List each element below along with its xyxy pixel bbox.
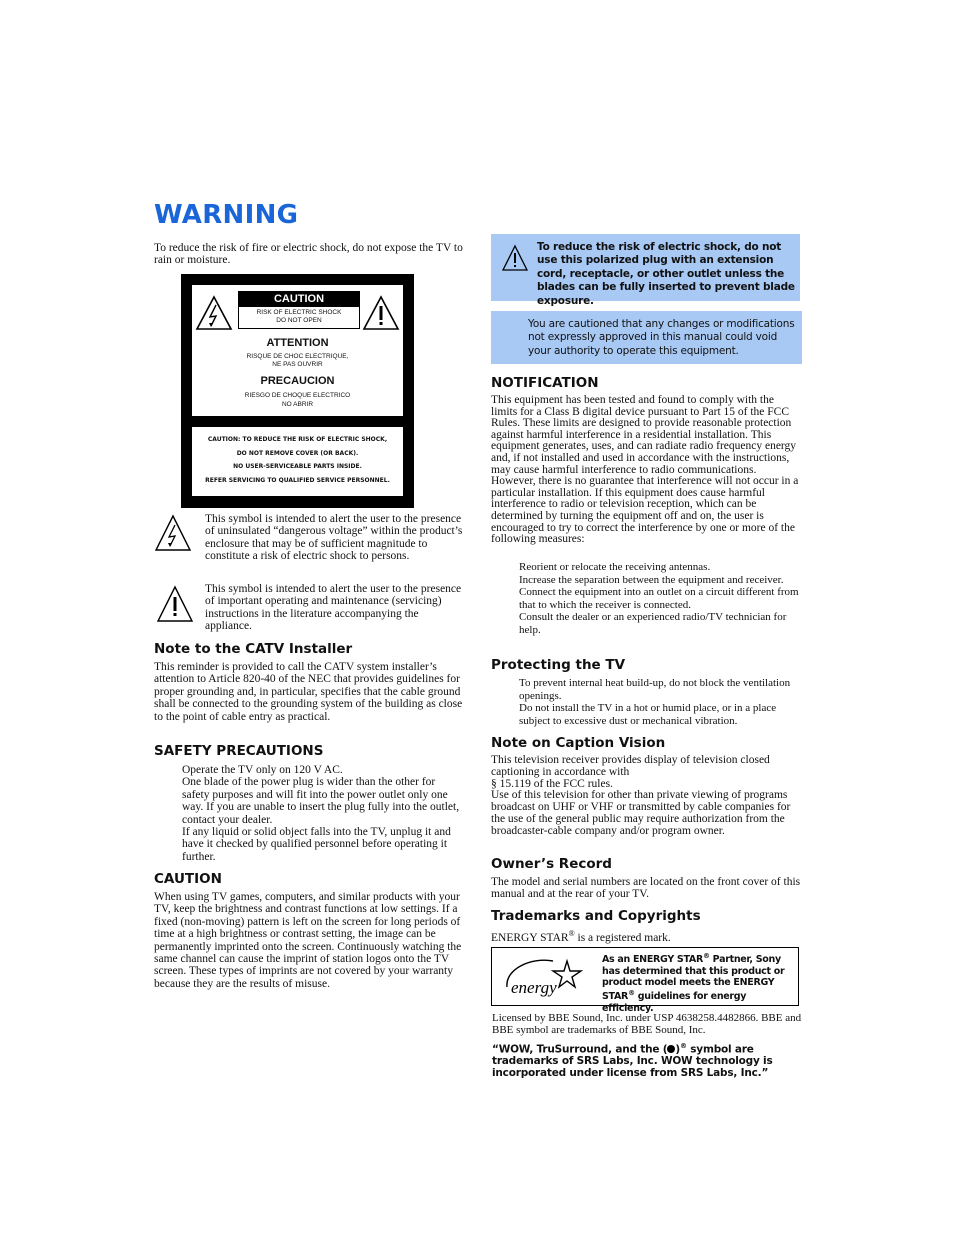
catv-body: This reminder is provided to call the CATV system installer’s attention to Article 820-40 of the NEC that provides guidelines for proper grounding and, in particular, specifies that the cable ground shall be connected to the grounding system of the building as close to the point of cable entry as practical. [154,661,463,723]
lightning-triangle-icon [154,514,192,552]
caution-sub1: RISK OF ELECTRIC SHOCK [256,309,342,316]
registered-mark: ® [679,1042,687,1050]
attention-sub2: NE PAS OUVRIR [272,361,323,368]
safety-list [182,764,464,863]
list-item: One blade of the power plug is wider than the other for safety purposes and will fit into the power outlet only one way. If you are unable to insert the plug fully into the outlet, contact your dealer. [182,776,460,826]
trademarks-heading: Trademarks and Copyrights [491,908,701,924]
notification-list [519,561,801,637]
changes-box [491,311,802,364]
precaucion-sub1: RIESGO DE CHOQUE ELECTRICO [244,392,351,399]
caution-head: CAUTION [239,292,359,307]
energy-star-logo-icon [501,955,587,1001]
precaucion-sub2: NO ABRIR [281,401,314,408]
protecting-heading: Protecting the TV [491,657,626,673]
exclamation-triangle-icon [501,244,529,272]
precaucion-head: PRECAUCION [260,375,335,387]
srs-text [492,1041,802,1079]
energy-star-box-text [602,951,798,1014]
registered-mark: ® [702,952,710,960]
energy-logo-word: energy [511,978,557,997]
attention-head: ATTENTION [266,337,329,349]
caption-body [491,755,799,838]
exclamation-triangle-icon [156,585,194,623]
caution-body: When using TV games, computers, and similar products with your TV, keep the brightness and contrast functions at low settings. If a fixed (non-moving) pattern is left on the screen for long periods of time at a high brightness or contrast setting, the image can be permanently imprinted onto the screen. Continuously watching the same channel can cause the imprint of station logos onto the TV screen. These types of imprints are not covered by your warranty because they are the results of misuse. [154,891,462,990]
caution-label-bottom [192,427,403,496]
srs-part2: ) [675,1043,680,1056]
label-bottom-line: REFER SERVICING TO QUALIFIED SERVICE PERSONNEL. [205,477,390,484]
owners-body: The model and serial numbers are located on the front cover of this manual and at the rear of your TV. [491,876,801,900]
lightning-triangle-icon [195,295,233,331]
list-item: If any liquid or solid object falls into the TV, unplug it and have it checked by qualified personnel before operating it further. [182,826,451,863]
safety-heading: SAFETY PRECAUTIONS [154,743,324,759]
list-item: Increase the separation between the equipment and receiver. [519,573,784,586]
srs-part3: symbol are trademarks of SRS Labs, Inc. WOW technology is incorporated under license from SRS Labs, Inc.” [492,1043,773,1079]
changes-text: You are cautioned that any changes or modifications not expressly approved in this manual could void your authority to operate this equipment. [528,318,795,357]
page-title: WARNING [154,200,299,230]
owners-heading: Owner’s Record [491,856,612,872]
exclaim-symbol-text: This symbol is intended to alert the user to the presence of important operating and maintenance (servicing) instructions in the literature accompanying the appliance. [205,583,462,633]
registered-mark: ® [568,929,575,938]
energy-box-part2: Partner, Sony has determined that this product or product model meets the ENERGY STAR [602,954,785,1003]
label-bottom-line: DO NOT REMOVE COVER (OR BACK). [236,450,359,457]
protecting-list [519,677,801,727]
energy-star-line [491,928,801,944]
catv-heading: Note to the CATV Installer [154,641,353,657]
label-bottom-line: NO USER-SERVICEABLE PARTS INSIDE. [233,463,362,470]
intro-text: To reduce the risk of fire or electric shock, do not expose the TV to rain or moisture. [154,242,463,267]
srs-part1: “WOW, TruSurround, and the ( [492,1043,668,1056]
energy-box-part1: As an ENERGY STAR [602,954,703,966]
caption-body-3: Use of this television for other than private viewing of programs broadcast on UHF or VHF or transmitted by cable companies for the use of the general public may require authorization from the broadcaster-cable company and/or program owner. [491,789,791,837]
exclamation-triangle-icon [362,295,400,331]
list-item: Reorient or relocate the receiving antennas. [519,561,711,573]
list-item: Consult the dealer or an experienced radio/TV technician for help. [519,611,787,636]
list-item: Connect the equipment into an outlet on a circuit different from that to which the receiver is connected. [519,586,799,611]
energy-star-rest: is a registered mark. [574,931,671,944]
label-bottom-line: CAUTION: TO REDUCE THE RISK OF ELECTRIC SHOCK, [207,436,388,443]
caution-sub2: DO NOT OPEN [276,317,322,324]
energy-star-box [491,947,799,1014]
notification-heading: NOTIFICATION [491,375,599,391]
caution-box [238,291,360,329]
registered-mark: ® [628,989,635,998]
voltage-symbol-text: This symbol is intended to alert the user to the presence of uninsulated “dangerous voltage” within the product’s enclosure that may be of sufficient magnitude to constitute a risk of electric shock to persons. [205,513,463,563]
caution-label-top [192,285,403,416]
energy-star-name: ENERGY STAR [491,931,569,944]
list-item: Do not install the TV in a hot or humid place, or in a place subject to excessive dust or mechanical vibration. [519,702,777,727]
bbe-text: Licensed by BBE Sound, Inc. under USP 4638258.4482866. BBE and BBE symbol are trademarks of BBE Sound, Inc. [492,1012,802,1036]
list-item: Operate the TV only on 120 V AC. [182,764,343,776]
caption-heading: Note on Caption Vision [491,735,666,751]
caption-body-1: This television receiver provides display of television closed captioning in accordance with [491,754,770,778]
caption-body-2: § 15.119 of the FCC rules. [491,777,613,790]
caution-heading: CAUTION [154,871,222,887]
energy-box-part3: guidelines for energy efficiency. [602,991,747,1014]
plug-warning-text: To reduce the risk of electric shock, do not use this polarized plug with an extension cord, receptacle, or other outlet unless the blades can be fully inserted to prevent blade exposure. [537,241,795,307]
notification-body: This equipment has been tested and found to comply with the limits for a Class B digital device pursuant to Part 15 of the FCC Rules. These limits are designed to provide reasonable protection against harmful interference in a residential installation. This equipment generates, uses, and can radiate radio frequency energy and, if not installed and used in accordance with the instructions, may cause harmful interference to radio communications. However, there is no guarantee that interference will not occur in a particular installation. If this equipment does cause harmful interference to radio or television reception, which can be determined by turning the equipment off and on, the user is encouraged to try to correct the interference by one or more of the following measures: [491,394,799,546]
list-item: To prevent internal heat build-up, do not block the ventilation openings. [519,677,791,702]
attention-sub1: RISQUE DE CHOC ELECTRIQUE, [246,353,349,360]
plug-warning-box [491,234,800,307]
caution-label [181,274,414,508]
